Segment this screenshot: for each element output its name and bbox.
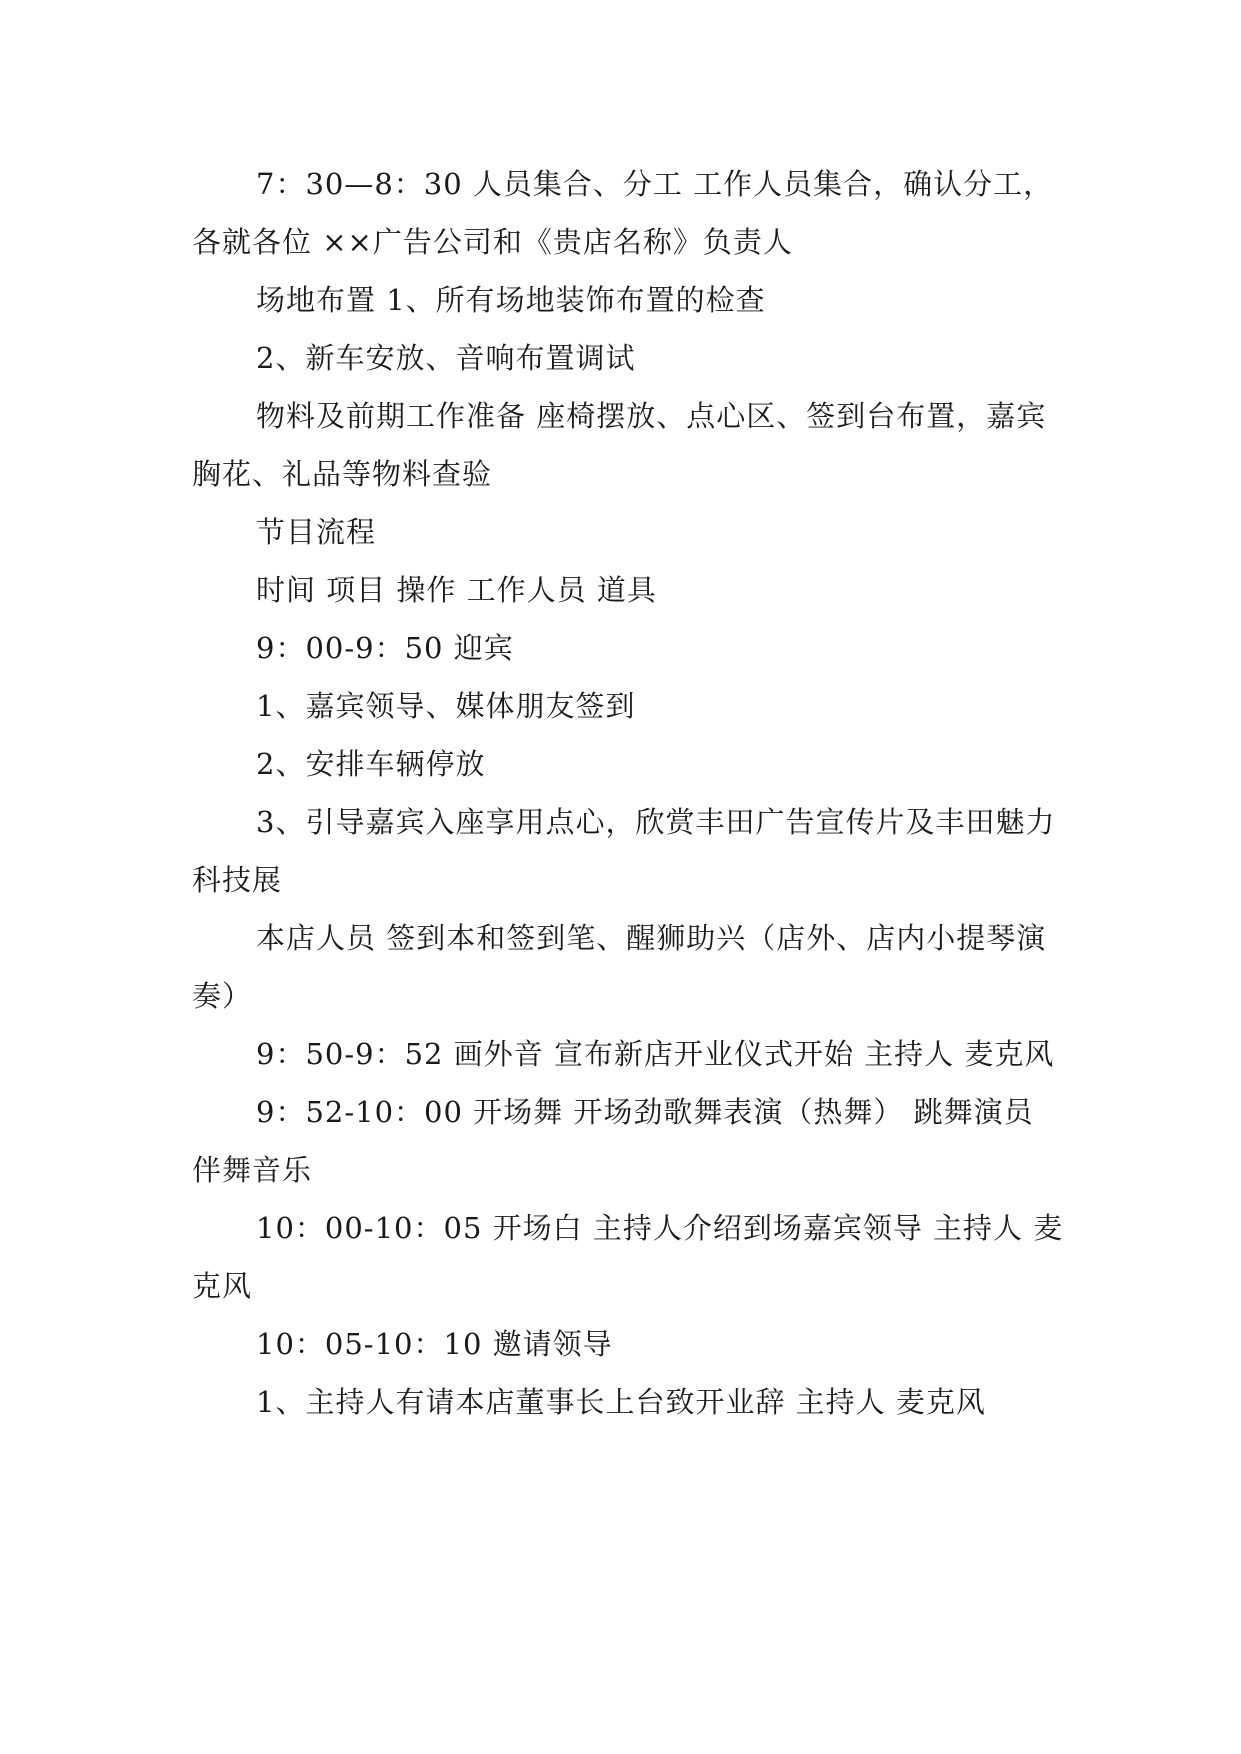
paragraph-materials: 物料及前期工作准备 座椅摆放、点心区、签到台布置，嘉宾胸花、礼品等物料查验 [192, 399, 1047, 491]
paragraph-assembly: 7：30—8：30 人员集合、分工 工作人员集合，确认分工，各就各位 ××广告公司和《贵店名称》负责人 [192, 167, 1054, 259]
paragraph-opening-remarks: 10：00-10：05 开场白 主持人介绍到场嘉宾领导 主持人 麦克风 [192, 1211, 1064, 1303]
paragraph-parking: 2、安排车辆停放 [256, 747, 486, 781]
document-body [192, 155, 1072, 1431]
paragraph-staff-props: 本店人员 签到本和签到笔、醒狮助兴（店外、店内小提琴演奏） [192, 921, 1047, 1013]
paragraph-table-header: 时间 项目 操作 工作人员 道具 [256, 573, 657, 607]
paragraph-opening-dance: 9：52-10：00 开场舞 开场劲歌舞表演（热舞） 跳舞演员 伴舞音乐 [192, 1095, 1044, 1187]
paragraph-sign-in: 1、嘉宾领导、媒体朋友签到 [256, 689, 636, 723]
paragraph-invite-leaders: 10：05-10：10 邀请领导 [256, 1327, 613, 1361]
paragraph-car-audio: 2、新车安放、音响布置调试 [256, 341, 636, 375]
paragraph-welcome-time: 9：00-9：50 迎宾 [256, 631, 514, 665]
paragraph-voiceover: 9：50-9：52 画外音 宣布新店开业仪式开始 主持人 麦克风 [256, 1037, 1055, 1071]
paragraph-program-heading: 节目流程 [256, 515, 377, 549]
paragraph-seating: 3、引导嘉宾入座享用点心，欣赏丰田广告宣传片及丰田魅力科技展 [192, 805, 1056, 897]
paragraph-chairman-speech: 1、主持人有请本店董事长上台致开业辞 主持人 麦克风 [256, 1385, 986, 1419]
paragraph-venue-setup: 场地布置 1、所有场地装饰布置的检查 [256, 283, 766, 317]
